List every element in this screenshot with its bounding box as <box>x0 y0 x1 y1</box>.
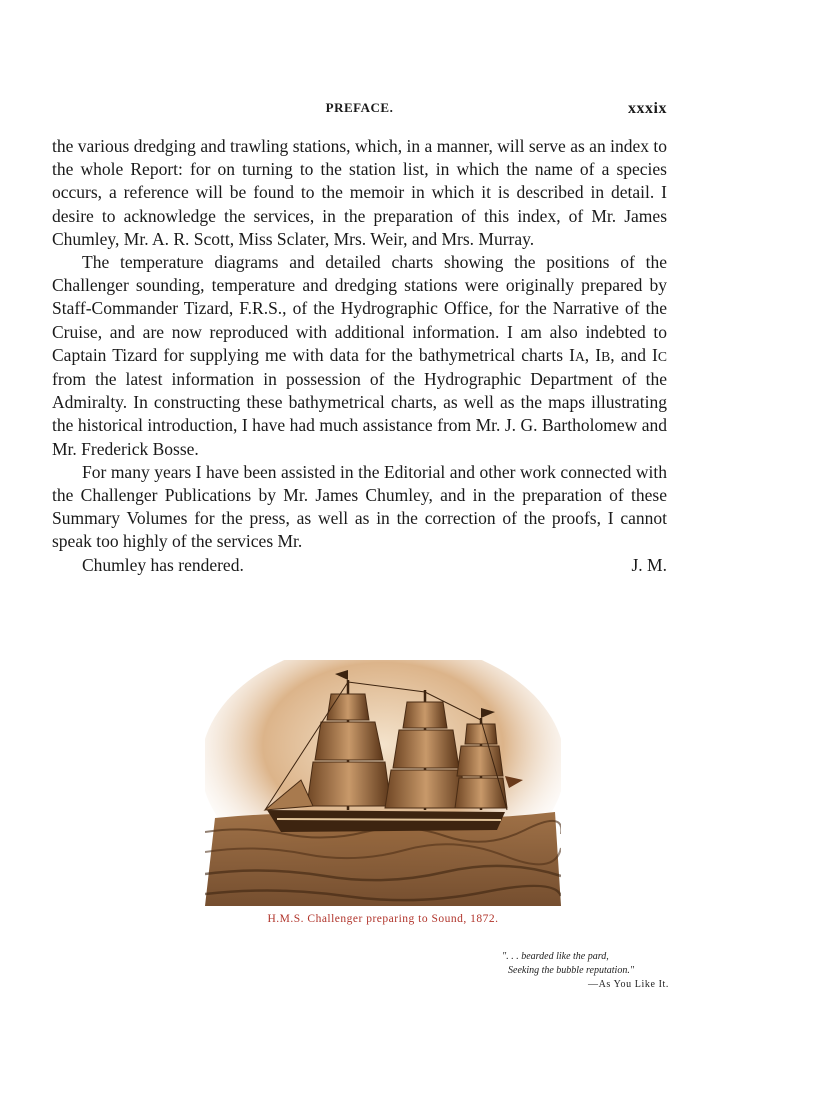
page-number: xxxix <box>628 100 667 117</box>
body-text <box>52 135 667 577</box>
page-header <box>52 100 667 124</box>
hull <box>267 810 505 832</box>
paragraph-3-main: For many years I have been assisted in the Editorial and other work connected with the Challenger Publications by Mr. James Chumley, and in the preparation of these Summary Volumes for the press, as well as in the correction of the proofs, I cannot speak too highly of the services Mr. <box>52 461 667 552</box>
epigraph-source: —As You Like It. <box>588 979 669 990</box>
paragraph-3-last: Chumley has rendered. <box>82 554 244 575</box>
chart-suffix-c: C <box>657 348 667 364</box>
paragraph-2 <box>52 251 667 461</box>
paragraph-2-part-c: , and I <box>610 344 658 365</box>
chart-suffix-a: A <box>574 348 585 364</box>
signoff-line <box>52 554 667 577</box>
paragraph-2-part-a: The temperature diagrams and detailed charts showing the positions of the Challenger sounding, temperature and dredging stations were originally prepared by Staff-Commander Tizard, F.R.S., of the Hydrographic Office, for the Narrative of the Cruise, and are now reproduced with additional information. I am also indebted to Captain Tizard for supplying me with data for the bathymetrical charts I <box>52 252 667 365</box>
paragraph-2-part-b: , I <box>584 344 602 365</box>
epigraph-line-2: Seeking the bubble reputation." <box>508 965 635 976</box>
running-head: PREFACE. <box>325 100 394 115</box>
epigraph-line-1: ". . . bearded like the pard, <box>502 951 609 962</box>
paragraph-3 <box>52 461 667 577</box>
chart-suffix-b: B <box>601 348 611 364</box>
illustration-caption: H.M.S. Challenger preparing to Sound, 1872. <box>267 913 499 925</box>
ship-illustration <box>205 660 561 906</box>
ship-engraving <box>205 660 561 906</box>
paragraph-2-part-d: from the latest information in possession of the Hydrographic Department of the Admiralty. In constructing these bathymetrical charts, as well as the maps illustrating the historical introduction, I have had much assistance from Mr. J. G. Bartholomew and Mr. Frederick Bosse. <box>52 369 667 459</box>
signature: J. M. <box>631 554 667 575</box>
epigraph <box>494 950 669 992</box>
paragraph-1: the various dredging and trawling stations, which, in a manner, will serve as an index to the whole Report: for on turning to the station list, in which the name of a species occurs, a reference will be found to the memoir in which it is described in detail. I desire to acknowledge the services, in the preparation of this index, of Mr. James Chumley, Mr. A. R. Scott, Miss Sclater, Mrs. Weir, and Mrs. Murray. <box>52 136 667 249</box>
